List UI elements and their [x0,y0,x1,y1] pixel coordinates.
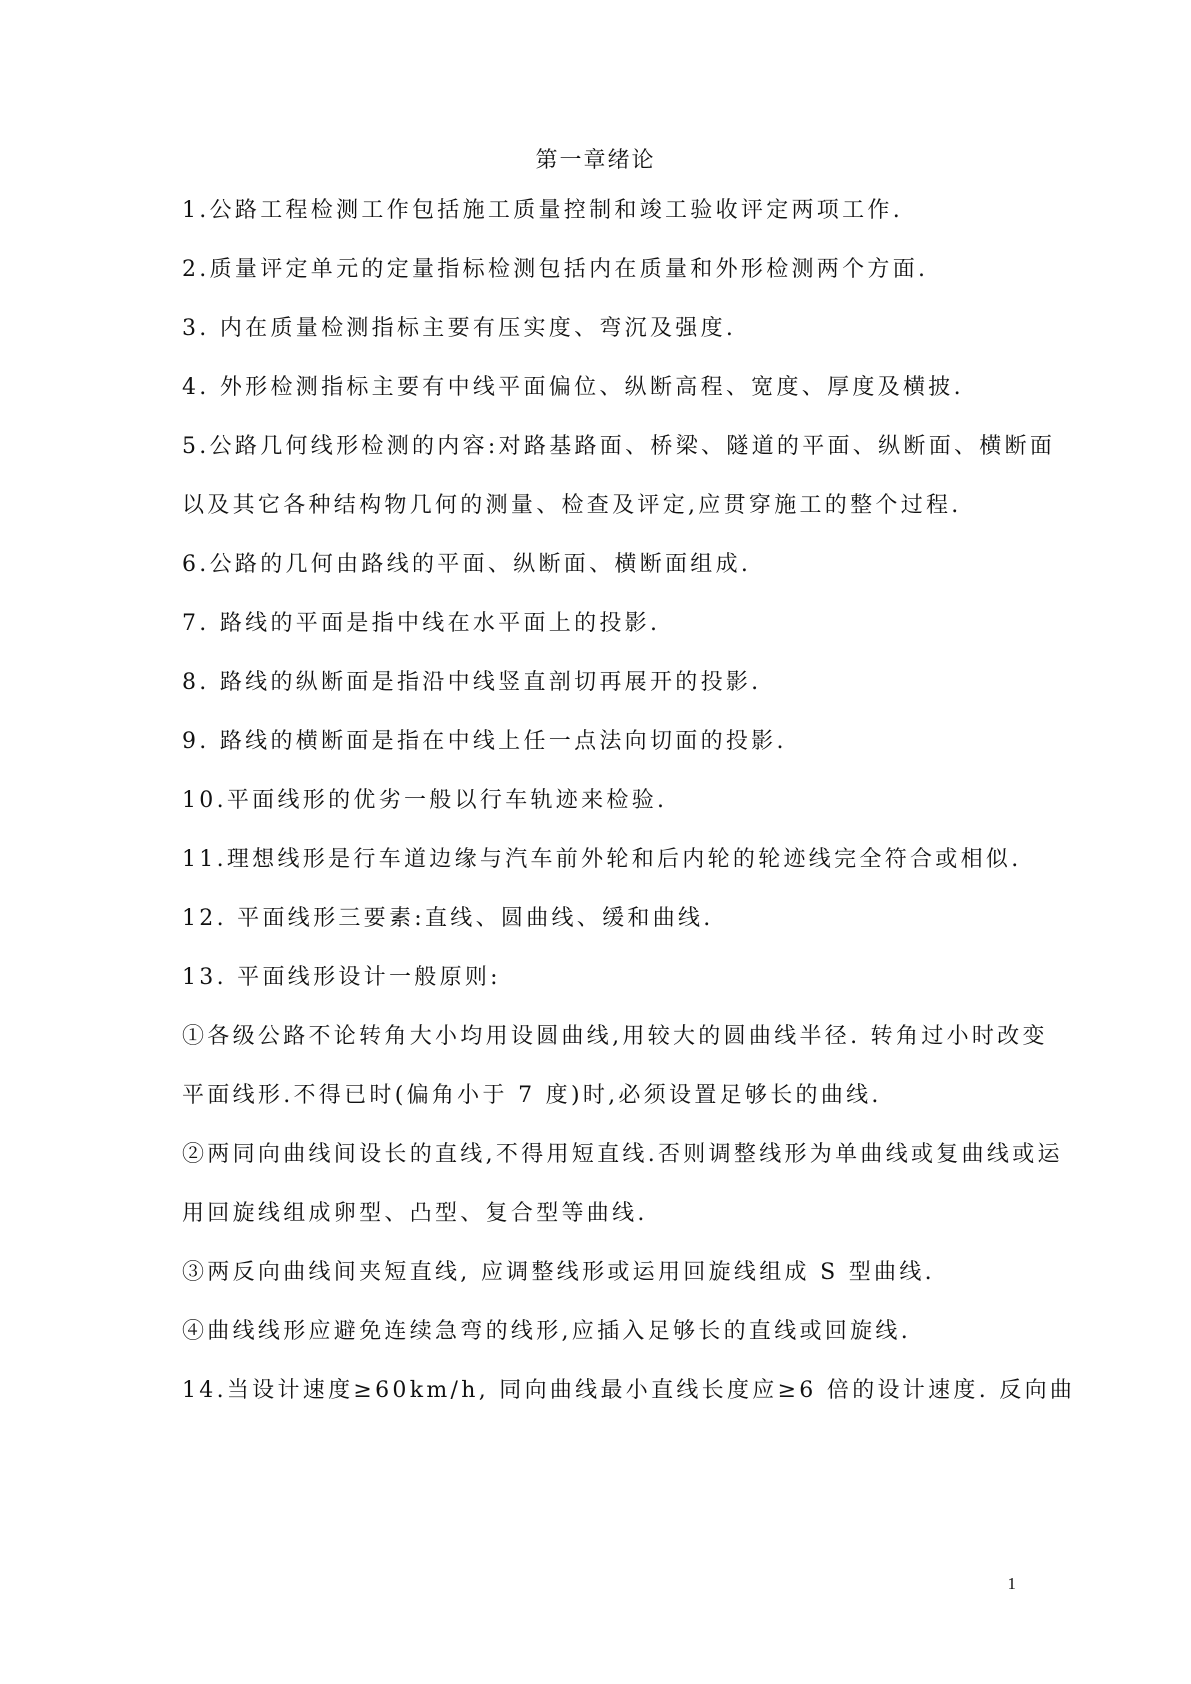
paragraph-line: ①各级公路不论转角大小均用设圆曲线,用较大的圆曲线半径. 转角过小时改变 [182,1024,1048,1049]
paragraph-line: 1.公路工程检测工作包括施工质量控制和竣工验收评定两项工作. [182,198,903,223]
paragraph-line: 4. 外形检测指标主要有中线平面偏位、纵断高程、宽度、厚度及横披. [182,375,964,400]
paragraph-line: 10.平面线形的优劣一般以行车轨迹来检验. [182,788,668,813]
paragraph-line: 11.理想线形是行车道边缘与汽车前外轮和后内轮的轮迹线完全符合或相似. [182,847,1022,872]
paragraph-line: ③两反向曲线间夹短直线, 应调整线形或运用回旋线组成 S 型曲线. [182,1260,935,1285]
page-number: 1 [1007,1574,1016,1593]
paragraph-line: 9. 路线的横断面是指在中线上任一点法向切面的投影. [182,729,787,754]
paragraph-line: 8. 路线的纵断面是指沿中线竖直剖切再展开的投影. [182,670,762,695]
paragraph-line: 2.质量评定单元的定量指标检测包括内在质量和外形检测两个方面. [182,257,929,282]
paragraph-line: ④曲线线形应避免连续急弯的线形,应插入足够长的直线或回旋线. [182,1319,911,1344]
paragraph-line: 12. 平面线形三要素:直线、圆曲线、缓和曲线. [182,906,714,931]
paragraph-line: 平面线形.不得已时(偏角小于 7 度)时,必须设置足够长的曲线. [182,1083,882,1108]
paragraph-line: 7. 路线的平面是指中线在水平面上的投影. [182,611,661,636]
paragraph-line: 5.公路几何线形检测的内容:对路基路面、桥梁、隧道的平面、纵断面、横断面 [182,434,1056,459]
paragraph-line: 14.当设计速度≥60km/h, 同向曲线最小直线长度应≥6 倍的设计速度. 反向曲 [182,1378,1076,1403]
paragraph-line: 13. 平面线形设计一般原则: [182,965,501,990]
paragraph-line: ②两同向曲线间设长的直线,不得用短直线.否则调整线形为单曲线或复曲线或运 [182,1142,1063,1167]
paragraph-line: 用回旋线组成卵型、凸型、复合型等曲线. [182,1201,648,1226]
chapter-title: 第一章绪论 [535,148,656,173]
paragraph-line: 3. 内在质量检测指标主要有压实度、弯沉及强度. [182,316,737,341]
paragraph-line: 以及其它各种结构物几何的测量、检查及评定,应贯穿施工的整个过程. [182,493,962,518]
paragraph-line: 6.公路的几何由路线的平面、纵断面、横断面组成. [182,552,752,577]
